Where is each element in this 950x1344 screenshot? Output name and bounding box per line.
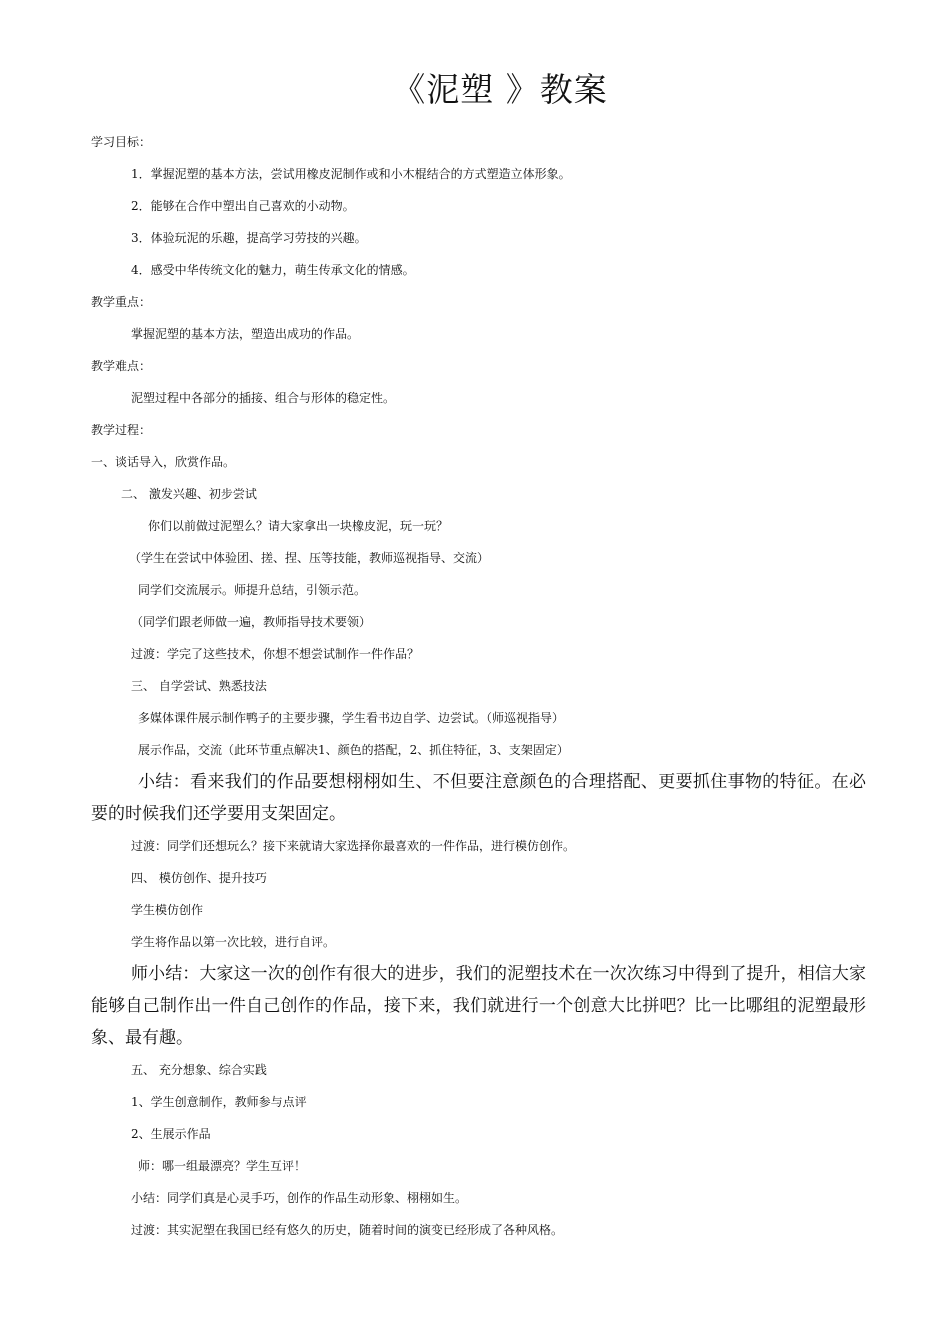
text-line: 学习目标： — [91, 135, 152, 149]
text-line: 1、学生创意制作，教师参与点评 — [131, 1095, 307, 1109]
text-line: 1．掌握泥塑的基本方法，尝试用橡皮泥制作或和小木棍结合的方式塑造立体形象。 — [131, 167, 571, 181]
text-line: 教学难点： — [91, 359, 152, 373]
text-line: 五、 充分想象、综合实践 — [131, 1063, 267, 1077]
text-line: 掌握泥塑的基本方法，塑造出成功的作品。 — [131, 327, 360, 341]
text-line: 四、 模仿创作、提升技巧 — [131, 871, 267, 885]
text-line: 过渡：其实泥塑在我国已经有悠久的历史，随着时间的演变已经形成了各种风格。 — [131, 1223, 564, 1237]
text-line: 4．感受中华传统文化的魅力，萌生传承文化的情感。 — [131, 263, 415, 277]
text-line: 你们以前做过泥塑么？请大家拿出一块橡皮泥，玩一玩？ — [148, 519, 449, 533]
text-line: 2．能够在合作中塑出自己喜欢的小动物。 — [131, 199, 355, 213]
document-title: 《泥塑 》教案 — [392, 70, 608, 109]
text-line: 学生模仿创作 — [131, 903, 204, 917]
text-line: 2、生展示作品 — [131, 1127, 211, 1141]
text-line: 同学们交流展示。师提升总结，引领示范。 — [138, 583, 367, 597]
text-line: 过渡：学完了这些技术，你想不想尝试制作一件作品？ — [131, 647, 420, 661]
text-line: 一、谈话导入，欣赏作品。 — [91, 455, 236, 469]
text-line: 师：哪一组最漂亮？学生互评！ — [138, 1159, 307, 1173]
text-line: 教学过程： — [91, 423, 152, 437]
text-line: 过渡：同学们还想玩么？接下来就请大家选择你最喜欢的一件作品，进行模仿创作。 — [131, 839, 576, 853]
text-line: 教学重点： — [91, 295, 152, 309]
text-line: （学生在尝试中体验团、搓、捏、压等技能，教师巡视指导、交流） — [129, 551, 490, 565]
text-line: 小结：看来我们的作品要想栩栩如生、不但要注意颜色的合理搭配、更要抓住事物的特征。在必要的时候我们还学要用支架固定。 — [91, 772, 866, 824]
document-body — [91, 126, 866, 1246]
text-line: 3．体验玩泥的乐趣，提高学习劳技的兴趣。 — [131, 231, 367, 245]
text-line: 小结：同学们真是心灵手巧，创作的作品生动形象、栩栩如生。 — [131, 1191, 468, 1205]
text-line: 学生将作品以第一次比较，进行自评。 — [131, 935, 336, 949]
text-line: 二、 激发兴趣、初步尝试 — [121, 487, 257, 501]
text-line: 多媒体课件展示制作鸭子的主要步骤，学生看书边自学、边尝试。（师巡视指导） — [138, 711, 565, 725]
text-line: 师小结：大家这一次的创作有很大的进步，我们的泥塑技术在一次次练习中得到了提升，相信大家能够自己制作出一件自己创作的作品，接下来，我们就进行一个创意大比拼吧？比一比哪组的泥塑最形象、最有趣。 — [91, 964, 866, 1048]
text-line: （同学们跟老师做一遍，教师指导技术要领） — [131, 615, 372, 629]
text-line: 泥塑过程中各部分的插接、组合与形体的稳定性。 — [131, 391, 396, 405]
text-line: 三、 自学尝试、熟悉技法 — [131, 679, 267, 693]
text-line: 展示作品，交流（此环节重点解决1、颜色的搭配，2、抓住特征，3、支架固定） — [138, 743, 569, 757]
